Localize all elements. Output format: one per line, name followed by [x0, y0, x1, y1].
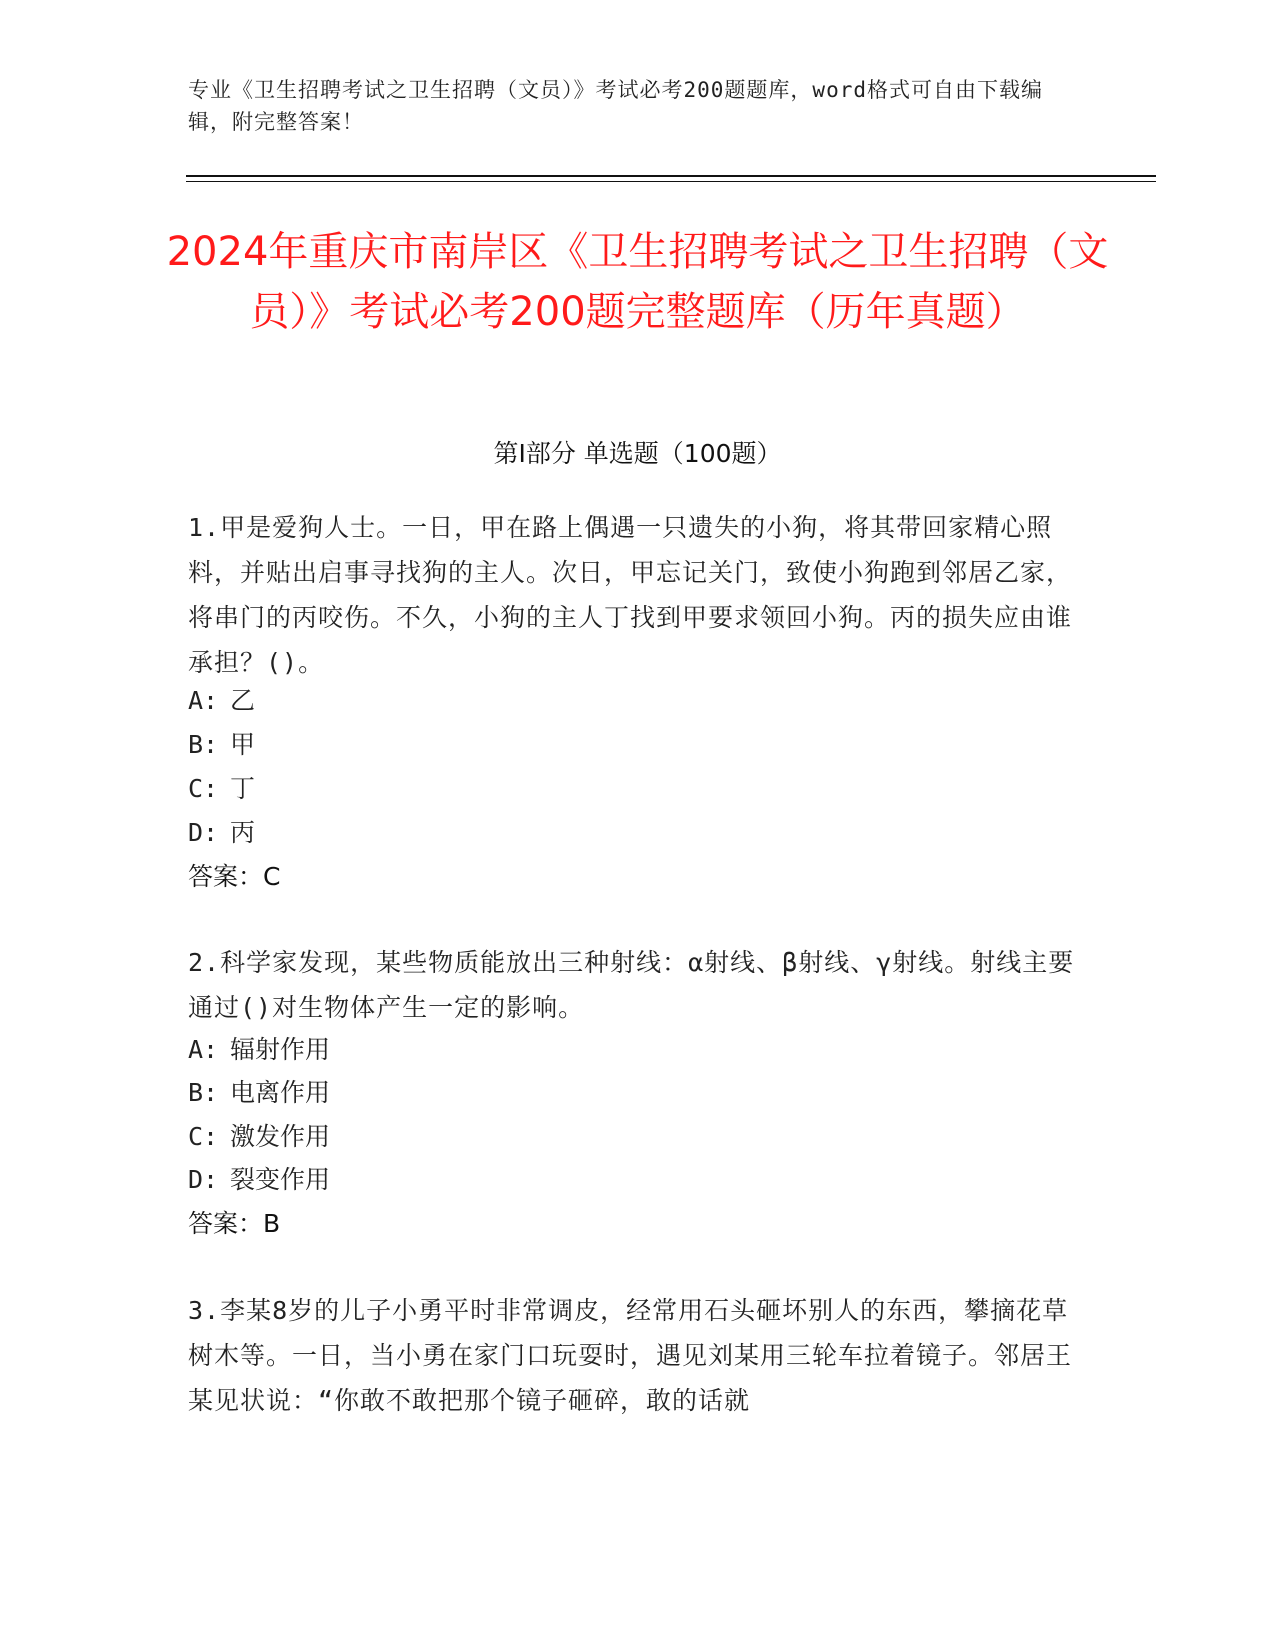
option-key: C: — [188, 1122, 219, 1151]
option-text: 丙 — [230, 818, 256, 847]
answer-line: 答案：B — [188, 1209, 281, 1238]
option-d — [188, 1157, 1048, 1202]
option-key: A: — [188, 1035, 219, 1064]
option-key: B: — [188, 730, 219, 759]
option-b — [188, 722, 1048, 767]
question-stem: 2.科学家发现，某些物质能放出三种射线：α射线、β射线、γ射线。射线主要通过()对生物体产生一定的影响。 — [188, 948, 1075, 1022]
option-key: C: — [188, 774, 219, 803]
header-divider-thin — [186, 181, 1156, 182]
option-a — [188, 1027, 1048, 1072]
option-a — [188, 678, 1048, 723]
option-text: 裂变作用 — [230, 1165, 331, 1194]
option-text: 辐射作用 — [230, 1035, 331, 1064]
option-text: 电离作用 — [230, 1078, 331, 1107]
document-title: 2024年重庆市南岸区《卫生招聘考试之卫生招聘（文员）》考试必考200题完整题库（历年真题） — [166, 229, 1109, 335]
header-note: 专业《卫生招聘考试之卫生招聘（文员）》考试必考200题题库，word格式可自由下载编辑，附完整答案！ — [188, 78, 1043, 134]
option-key: D: — [188, 1165, 219, 1194]
option-c — [188, 766, 1048, 811]
option-text: 丁 — [230, 774, 256, 803]
option-key: D: — [188, 818, 219, 847]
option-c — [188, 1114, 1048, 1159]
option-text: 乙 — [230, 686, 256, 715]
question-stem: 3.李某8岁的儿子小勇平时非常调皮，经常用石头砸坏别人的东西，攀摘花草树木等。一日，当小勇在家门口玩耍时，遇见刘某用三轮车拉着镜子。邻居王某见状说：“你敢不敢把那个镜子砸碎，敢的话就 — [188, 1296, 1073, 1415]
question-stem: 1.甲是爱狗人士。一日，甲在路上偶遇一只遗失的小狗，将其带回家精心照料，并贴出启事寻找狗的主人。次日，甲忘记关门，致使小狗跑到邻居乙家，将串门的丙咬伤。不久，小狗的主人丁找到甲要求领回小狗。丙的损失应由谁承担？()。 — [188, 513, 1073, 677]
option-d — [188, 810, 1048, 855]
answer-line: 答案：C — [188, 862, 281, 891]
option-key: B: — [188, 1078, 219, 1107]
option-text: 激发作用 — [230, 1122, 331, 1151]
option-text: 甲 — [230, 730, 256, 759]
header-divider-thick — [186, 175, 1156, 177]
option-b — [188, 1070, 1048, 1115]
section-heading: 第I部分 单选题（100题） — [493, 439, 782, 468]
option-key: A: — [188, 686, 219, 715]
